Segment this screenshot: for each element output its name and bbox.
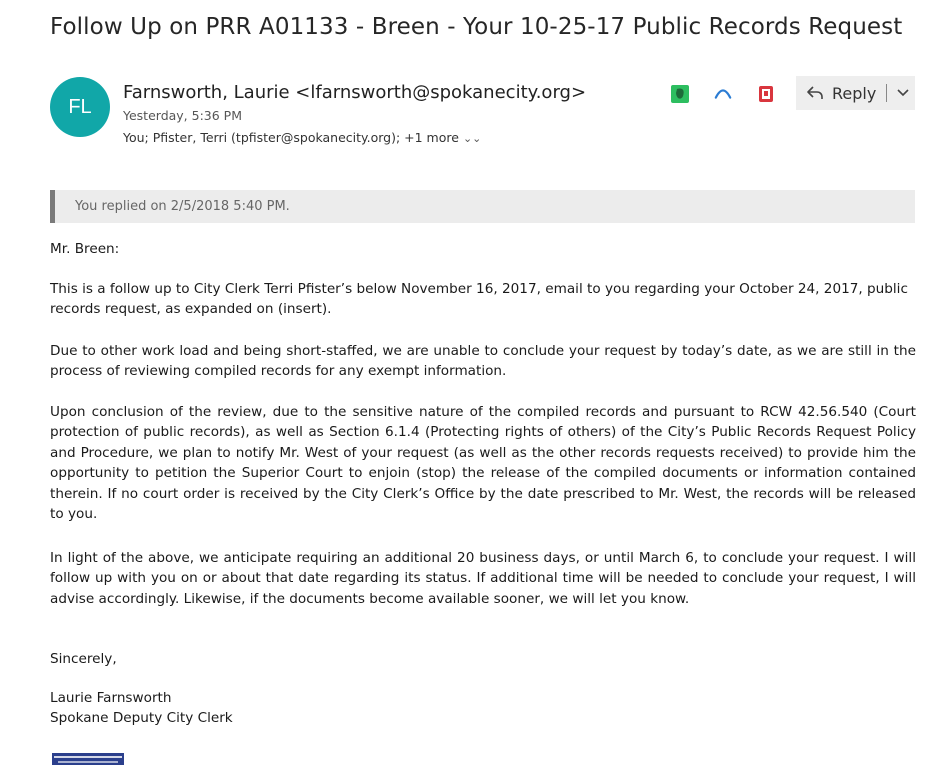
replied-notice: You replied on 2/5/2018 5:40 PM. <box>50 190 915 223</box>
recipients-list: You; Pfister, Terri (tpfister@spokanecity.org); +1 more <box>123 130 459 145</box>
reply-button[interactable] <box>796 76 882 110</box>
avatar[interactable] <box>50 77 110 137</box>
evernote-icon[interactable] <box>671 85 689 103</box>
greeting: Mr. Breen: <box>50 241 120 257</box>
avatar-initials: FL <box>68 95 92 118</box>
reply-divider <box>886 84 887 102</box>
email-subject: Follow Up on PRR A01133 - Breen - Your 10-25-17 Public Records Request <box>50 14 903 40</box>
chevron-down-icon <box>896 88 910 98</box>
city-logo <box>52 753 124 765</box>
closing: Sincerely, <box>50 651 117 667</box>
signature-title: Spokane Deputy City Clerk <box>50 710 233 726</box>
paragraph-3: Upon conclusion of the review, due to the sensitive nature of the compiled records and pursuant to RCW 42.56.540 (Court protection of public records), as well as Section 6.1.4 (Protecting rights of others) of the City’s Public Records Request Policy and Procedure, we plan to notify Mr. West of your request (as well as the other records requests received) to provide him the opportunity to petition the Superior Court to enjoin (stop) the release of the compiled documents or information contained therein. If no court order is received by the City Clerk’s Office by the date prescribed to Mr. West, the records will be released to you. <box>50 404 916 523</box>
reply-label: Reply <box>832 83 877 103</box>
reply-arrow-icon <box>806 85 824 101</box>
paragraph-2: Due to other work load and being short-staffed, we are unable to conclude your request by today’s date, as we are still in the process of reviewing compiled records for any exempt information. <box>50 343 916 380</box>
timestamp: Yesterday, 5:36 PM <box>123 108 242 123</box>
recipients[interactable] <box>123 130 481 145</box>
collapse-icon[interactable] <box>714 85 732 103</box>
sender-name[interactable]: Farnsworth, Laurie <lfarnsworth@spokanecity.org> <box>123 82 587 103</box>
expand-recipients-icon[interactable]: ⌄⌄ <box>462 132 482 145</box>
signature-name: Laurie Farnsworth <box>50 690 172 706</box>
reply-group <box>796 76 915 110</box>
reply-options-dropdown[interactable] <box>891 76 915 110</box>
paragraph-4: In light of the above, we anticipate requiring an additional 20 business days, or until March 6, to conclude your request. I will follow up with you on or about that date regarding its status. If additional time will be needed to conclude your request, I will advise accordingly. Likewise, if the documents become available sooner, we will let you know. <box>50 550 916 607</box>
bookmark-icon[interactable] <box>757 85 775 103</box>
paragraph-1: This is a follow up to City Clerk Terri Pfister’s below November 16, 2017, email to you regarding your October 24, 2017, public records request, as expanded on (insert). <box>50 281 908 318</box>
